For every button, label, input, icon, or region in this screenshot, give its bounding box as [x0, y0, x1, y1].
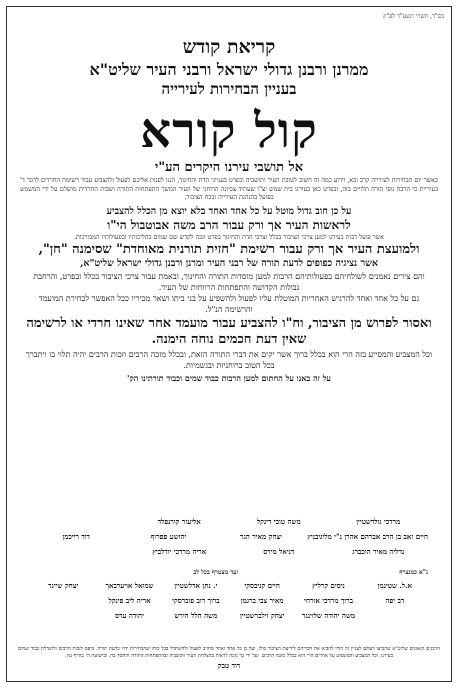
proclamation-poster [6, 6, 452, 682]
title-line-3: בעניין הבחירות לעירייה [161, 80, 297, 98]
signature: יצחק שיינר [48, 581, 79, 590]
address-line: אל תושבי עירנו היקרים הע"י [154, 160, 304, 175]
signature-row [30, 578, 428, 593]
signature: ברוך מרדכי אזרחי [304, 596, 353, 605]
signature: חיים זאב בן הרב אברהם אהרן נ"י מליגיבניץ [307, 532, 428, 541]
closing-line: על זה באנו על החתום למען הרבות כבוד שמים וכבוד תורתינו הק' [127, 373, 331, 384]
signature: אריה מרדכי יודלביץ [152, 547, 207, 556]
signature: א.ל. שטינמן [377, 581, 412, 590]
prohibition-line: ואסור לפרוש מן הציבור, וח"ו להצביע עבור מועמד אחר שאינו חרדי או לרשימה [26, 316, 432, 332]
signature: נדליה מאיר הוכברג [352, 547, 405, 556]
signature-row [30, 593, 428, 608]
title-line-1: קריאת קודש [182, 36, 276, 58]
footer-signer: דוד טבק [217, 661, 241, 670]
signature: חיים קניבסקי [244, 581, 280, 590]
signature [30, 593, 96, 608]
signature: יצחק זילברשטיין [240, 611, 285, 620]
signature: דוד רייכמן [62, 532, 90, 541]
headline: קול קורא [140, 103, 318, 159]
signature [30, 544, 130, 559]
label-right: ג"א כמנצרף [399, 569, 428, 576]
signature: יצחק מאיר הגר [240, 532, 282, 541]
responsibility-paragraph: גם על כל אחד ואחד להרגיש האחריות המוטלת עליו לפעול ולהשפיע על בני ביתו ושאר מכיריו ככל האפשר לבחירת המועמד והרשימה הנ"ל. [38, 294, 420, 314]
signature: י. נתן אדלשטיין [174, 581, 218, 590]
signature: משה יהודה שלזינגר [301, 611, 356, 620]
footer-note: הרבנים הגאונים שליט"א שהביעו דעתם לעניין זה הורו להביא את דבריהם לידיעת הציבור כולו, ועל כן כל אחד ואחד מחויב לפעול ולהשתדל בכל כוחו שהבחירות יהיו כדעת תורה. נדפס לזכות הרבים ולהגדלת כבוד שמים בעירנו, וכל המצביע והמשפיע על אחרים הרי הוא בכלל מזכה הרבים. ועל ידי כך נזכה לראות בהצלחת העיר ותושביה ובהתפתחות התורה והחסד בה, ובישועת ה' כהרף עין. [18, 646, 440, 659]
council-vote-line: ולמועצת העיר אך ורק עבור רשימת "חזית תורנית מאוחדת" שסימנה "חן", [38, 242, 420, 258]
signature-row [30, 514, 428, 529]
signature [30, 514, 130, 529]
council-subordinate-line: אשר נציגיה כפופים לדעת תורה של רבני העיר ומרנן ורבנן גדולי ישראל שליט"א, [80, 258, 378, 270]
label-center: ועד מצטרף בכל לב [193, 569, 239, 576]
signature: משה הלל הירש [174, 611, 218, 620]
signature-row [30, 529, 428, 544]
signature: יהודה עדס [115, 611, 144, 620]
signature-labels [30, 568, 428, 577]
representatives-paragraph: והם צירים נאמנים לשולחיהם בפעולותיהם הרבות למען מוסדות התורה והחינוך, ובאמת עבור צרכי הציבור בכלל ובפרט, והרחבת גבולות הקדושה והתפתחות הרווחות של העיר. [33, 272, 425, 292]
blessing-paragraph: וכל המצביע והמסייע בזה הרי הוא בכלל ברוך אשר יקים את דברי התורה הזאת, ובכלל מזכה הרבים וזכות הרבים יהיה תלוי בו ויתברך בכל הטוב ברוחניות ובגשמיות. [25, 350, 433, 370]
signature: יהושע פפרוף [150, 532, 187, 541]
prohibition-line-2: שאין דעת חכמים נוחה הימנה. [151, 332, 307, 348]
obligation-line: על כן חוב גדול מוטל על כל אחד ואחד בלא יוצא מן הכלל להצביע [106, 205, 352, 217]
mayor-praise-line: אשר פועל רבות בעירנו למען צרכי הציבור בכלל וצרכי הדת והחינוך בפרט וזכה לקדש שם שמים בהליכותיו ובפעולותיו המבורכות. [74, 233, 384, 241]
signature: דב יפה [385, 596, 405, 605]
poster-content [14, 14, 444, 674]
signature: ניסים קרליץ [312, 581, 345, 590]
signature [362, 608, 428, 623]
date-note: בס"ד, תשרי תשע"ד לפ"ק [383, 13, 444, 20]
signature: מאיר צבי ברגמן [240, 596, 284, 605]
signature: ברוך דוב פוברסקי [172, 596, 220, 605]
signature [30, 608, 96, 623]
intro-paragraph: כאשר יום הבחירות לעירייה קרב ובא, וידוע כמה זה חשוב לטובת העיר ותושביה ובפרט בענייני הדת והחינוך, הננו לפנות אליכם לפעול ולהצביע עבור רשימת החרדים לדבר ד' בעיריית כי הרבה גופי תורה תלויים בזה, ובפרט כאן בעירנו בית שמש יצ"ו שעתיד צביונה הרוחני של העיר המשך התפתחות התורה ושבות החרדית מושלם על ידי המשמש בפועל בהנהגת העירייה ובכח הציבור. [20, 177, 438, 202]
signature-row [30, 544, 428, 559]
signature: דניאל מירס [263, 547, 295, 556]
signatures-top [30, 514, 428, 559]
signature-row [30, 608, 428, 623]
signature: אליעזר קורנפלד [157, 517, 201, 526]
signature: מרדכי גולדשטיין [356, 517, 401, 526]
signatures-bottom [30, 578, 428, 623]
signature: משה טובי דינקל [256, 517, 301, 526]
title-line-2: ממרנן ורבנן גדולי ישראל ורבני העיר שליט"א [89, 60, 369, 79]
signature: אריה ליב פינקל [108, 596, 151, 605]
signature: שמואל אויערבאך [105, 581, 154, 590]
mayor-vote-line: לראשות העיר אך ורק עבור הרב משה אבוטבול הי"ו [107, 217, 351, 232]
